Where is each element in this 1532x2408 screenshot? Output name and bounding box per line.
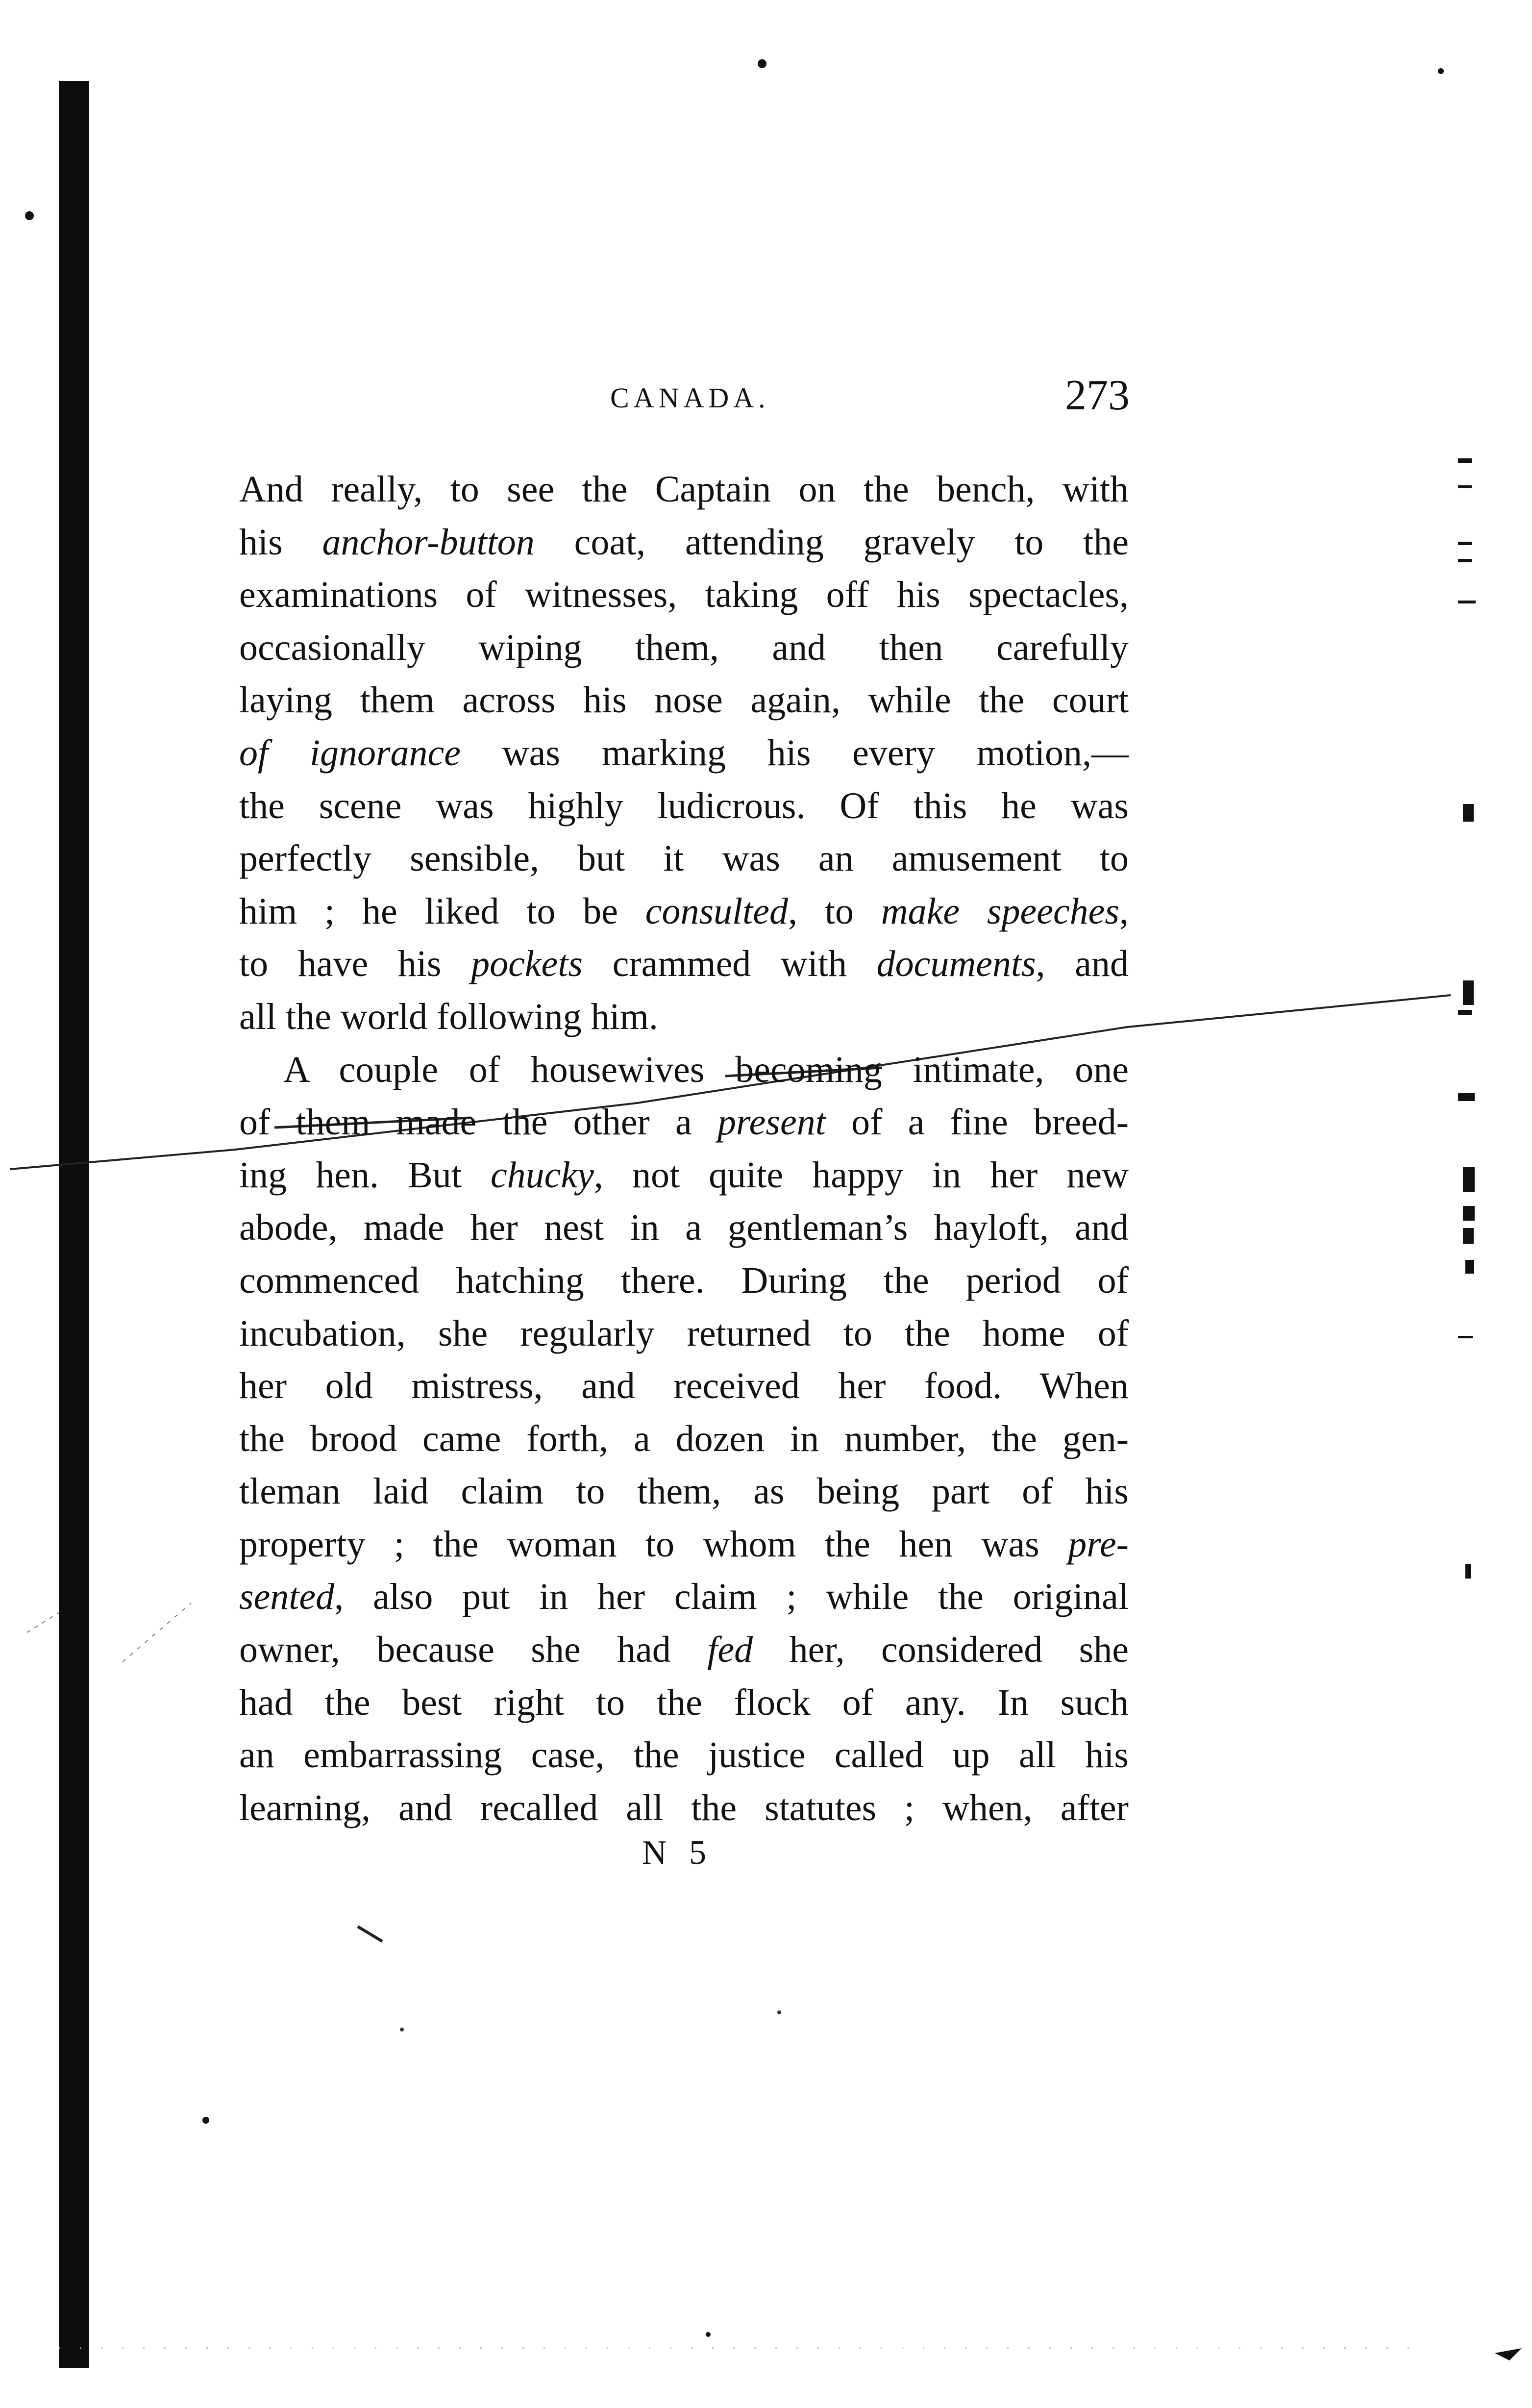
- text-line: had the best right to the flock of any. In such: [239, 1681, 1129, 1723]
- text-line: learning, and recalled all the statutes ; when, after: [239, 1787, 1129, 1829]
- text-line: ing hen. But chucky, not quite happy in her new: [239, 1154, 1129, 1196]
- dust-speck: [123, 1603, 191, 1662]
- text-line: commenced hatching there. During the period of: [239, 1259, 1129, 1301]
- dust-speck: [202, 2117, 209, 2124]
- text-line: the scene was highly ludicrous. Of this he was: [239, 785, 1129, 827]
- dust-speck: [27, 1613, 59, 1632]
- text-line: owner, because she had fed her, considered she: [239, 1629, 1129, 1671]
- dust-speck: [777, 2010, 781, 2014]
- text-line: sented, also put in her claim ; while the original: [239, 1576, 1129, 1618]
- margin-mark: [1458, 559, 1472, 562]
- margin-mark: [1465, 1564, 1471, 1579]
- margin-mark: [1458, 1336, 1473, 1338]
- text-line: And really, to see the Captain on the bench, with: [239, 469, 1129, 510]
- text-line: incubation, she regularly returned to the home of: [239, 1312, 1129, 1354]
- text-line: laying them across his nose again, while the court: [239, 679, 1129, 721]
- running-head: [245, 372, 1130, 436]
- margin-mark: [1495, 2348, 1522, 2360]
- margin-mark: [1458, 485, 1472, 488]
- margin-mark: [1463, 1206, 1475, 1221]
- margin-mark: [1463, 804, 1474, 822]
- page-number: 273: [1065, 372, 1130, 419]
- text-line: her old mistress, and received her food. When: [239, 1365, 1129, 1407]
- margin-mark: [1458, 1093, 1475, 1101]
- text-line: occasionally wiping them, and then carefully: [239, 627, 1129, 668]
- dust-speck: [400, 2028, 404, 2032]
- dust-speck: [758, 59, 766, 68]
- margin-mark: [1458, 601, 1476, 603]
- margin-mark: [1458, 542, 1472, 545]
- text-line: A couple of housewives becoming intimate, one: [283, 1049, 1129, 1090]
- text-line: an embarrassing case, the justice called up all his: [239, 1734, 1129, 1776]
- margin-mark: [1458, 1010, 1472, 1015]
- text-line: examinations of witnesses, taking off his spectacles,: [239, 574, 1129, 616]
- margin-mark: [1463, 980, 1474, 1005]
- dust-speck: [1438, 68, 1444, 74]
- margin-mark: [1463, 1228, 1474, 1244]
- signature-mark: N 5: [642, 1834, 714, 1872]
- text-line: of ignorance was marking his every motion,—: [239, 732, 1129, 774]
- dust-speck: [358, 1927, 382, 1941]
- dust-speck: [706, 2332, 711, 2337]
- text-line: property ; the woman to whom the hen was pre-: [239, 1523, 1129, 1565]
- text-line: him ; he liked to be consulted, to make speeches,: [239, 890, 1129, 932]
- text-line: to have his pockets crammed with documents, and: [239, 943, 1129, 985]
- margin-mark: [1458, 458, 1472, 463]
- margin-mark: [1465, 1260, 1474, 1274]
- text-line: of them made the other a present of a fine breed-: [239, 1102, 1129, 1143]
- text-line: perfectly sensible, but it was an amusement to: [239, 838, 1129, 879]
- text-line: his anchor-button coat, attending gravely to the: [239, 521, 1129, 563]
- margin-mark: [1463, 1167, 1475, 1192]
- text-line: the brood came forth, a dozen in number, the gen-: [239, 1418, 1129, 1459]
- text-line: abode, made her nest in a gentleman’s hayloft, and: [239, 1207, 1129, 1249]
- dust-speck: [25, 211, 34, 220]
- running-head-title: CANADA.: [610, 382, 770, 414]
- text-line: all the world following him.: [239, 996, 658, 1037]
- body-text: [239, 463, 1129, 1834]
- text-line: tleman laid claim to them, as being part of his: [239, 1471, 1129, 1512]
